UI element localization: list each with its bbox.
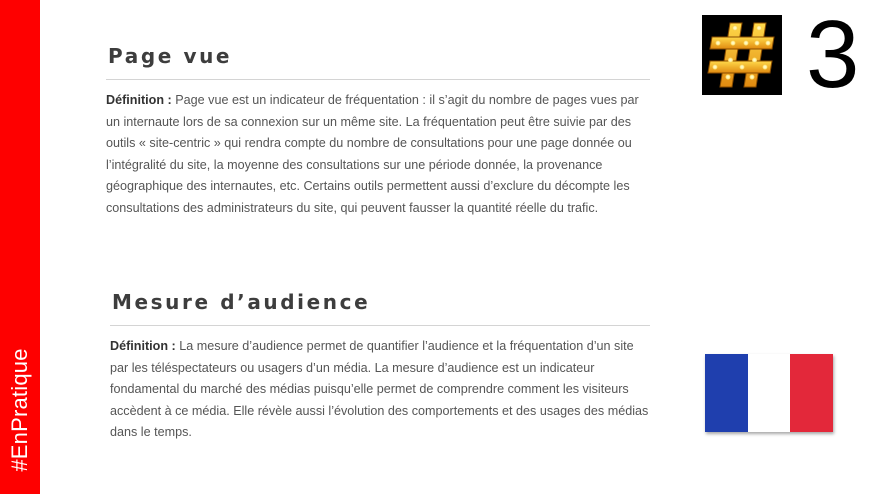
definition-term: Définition :	[106, 93, 172, 107]
france-flag-icon	[705, 354, 833, 432]
sidebar-band	[0, 0, 40, 494]
section-title: Page vue	[106, 40, 650, 80]
definition-paragraph	[106, 90, 650, 220]
slide-number: 3	[806, 1, 860, 108]
section-mesure-audience	[110, 286, 650, 444]
hashtag-graphic	[702, 15, 782, 95]
section-page-vue	[106, 40, 650, 220]
definition-text: Page vue est un indicateur de fréquentation : il s’agit du nombre de pages vues par un internaute lors de sa connexion sur un même site. La fréquentation peut être suivie par des outils « site-centric » qui rendra compte du nombre de consultations pour une page donnée ou l’intégralité du site, la moyenne des consultations sur une période donnée, la provenance géographique des internautes, etc. Certains outils permettent aussi d’exclure du décompte les consultations des administrateurs du site, qui peuvent fausser la quantité réelle du trafic.	[106, 93, 639, 215]
flag-stripe-white	[748, 354, 791, 432]
definition-text: La mesure d’audience permet de quantifier l’audience et la fréquentation d’un site par les téléspectateurs ou usagers d’un média. La mesure d’audience est un indicateur fondamental du marché des médias puisqu’elle permet de comprendre comment les visiteurs accèdent à ce média. Elle révèle aussi l’évolution des comportements et des usages des médias dans le temps.	[110, 339, 649, 440]
section-title: Mesure d’audience	[110, 286, 650, 326]
definition-paragraph	[110, 336, 650, 444]
hashtag-marquee-icon	[702, 15, 782, 95]
sidebar-hashtag-label: #EnPratique	[7, 348, 32, 472]
flag-stripe-blue	[705, 354, 748, 432]
flag-stripe-red	[790, 354, 833, 432]
definition-term: Définition :	[110, 339, 176, 353]
